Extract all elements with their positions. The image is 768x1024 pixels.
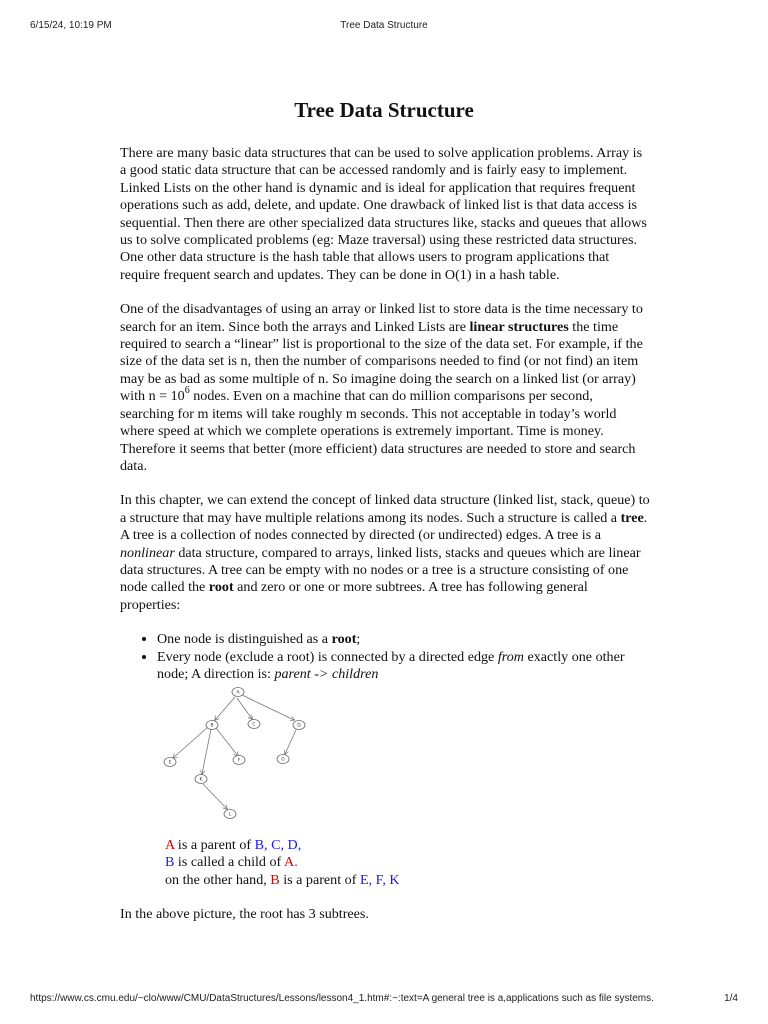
tree-node-label: B bbox=[210, 723, 214, 729]
edge-b-k bbox=[202, 729, 211, 774]
edge-a-b bbox=[215, 697, 235, 720]
paragraph-disadvantages: One of the disadvantages of using an array or linked list to store data is the time necessary to search for an item. Since both the arrays and Linked Lists are linear structures the time required to search a “linear” list is proportional to the size of the data set. For example, if the size of the data set is n, then the number of comparisons needed to find (or not find) an item may be as bad as some multiple of n. So imagine doing the search on a linked list (or array) with $n = 10^6$ nodes. Even on a machine that can do million comparisons per second, searching for m items will take roughly m seconds. This not acceptable in today’s world where speed at which we complete operations is extremely important. Time is money. Therefore it seems that better (more efficient) data structures are needed to store and search data. bbox=[120, 301, 643, 474]
relation-line: B is called a child of A. bbox=[165, 854, 298, 871]
bold-linear-structures: linear structures bbox=[469, 318, 569, 335]
tree-node-label: L bbox=[228, 812, 232, 818]
tree-node-label: C bbox=[252, 722, 256, 728]
paragraph-intro: There are many basic data structures that can be used to solve application problems. Array is a good static data structure that can be accessed randomly and is fairly easy to implement. Linked Lists on the other hand is dynamic and is ideal for application that requires frequent operations such as add, delete, and update. One drawback of linked list is that data access is sequential. Then there are other specialized data structures like, stacks and queues that allows us to solve complicated problems (eg: Maze traversal) using these restricted data structures. One other data structure is the hash table that allows users to program applications that require frequent search and updates. They can be done in O(1) in a hash table. bbox=[120, 145, 647, 283]
italic-nonlinear: nonlinear bbox=[120, 544, 175, 561]
paragraph-subtrees: In the above picture, the root has 3 subtrees. bbox=[120, 906, 369, 922]
tree-node-label: K bbox=[199, 777, 203, 783]
edge-b-e bbox=[173, 727, 208, 758]
tree-diagram bbox=[160, 687, 320, 827]
tree-node-label: D bbox=[297, 723, 301, 729]
exponent: 6 bbox=[184, 384, 190, 396]
list-item: • Every node (exclude a root) is connected by a directed edge from exactly one other node; A direction is: parent -> children bbox=[157, 649, 650, 684]
list-item: • One node is distinguished as a root; bbox=[157, 631, 650, 648]
tree-node-label: E bbox=[168, 760, 172, 766]
tree-node-label: G bbox=[281, 757, 285, 763]
print-tab-title: Tree Data Structure bbox=[340, 20, 428, 31]
print-footer bbox=[0, 993, 768, 1007]
relation-line: A is a parent of B, C, D, bbox=[165, 836, 302, 853]
print-page-number: 1/4 bbox=[724, 993, 738, 1004]
relation-line: on the other hand, B is a parent of E, F, K bbox=[165, 871, 400, 888]
edge-b-f bbox=[216, 728, 238, 756]
edge-k-l bbox=[203, 784, 227, 809]
article-body bbox=[120, 145, 650, 940]
paragraph-tree-definition: In this chapter, we can extend the concept of linked data structure (linked list, stack, queue) to a structure that may have multiple relations among its nodes. Such a structure is called a tree. A tree is a collection of nodes connected by directed (or undirected) edges. A tree is a nonlinear data structure, compared to arrays, linked lists, stacks and queues which are linear data structures. A tree can be empty with no nodes or a tree is a structure consisting of one node called the root and zero or one or more subtrees. A tree has following general properties: bbox=[120, 492, 650, 613]
bold-tree: tree bbox=[620, 509, 644, 526]
print-url: https://www.cs.cmu.edu/~clo/www/CMU/DataStructures/Lessons/lesson4_1.htm#:~:text=A general tree is a,applications such as file systems. bbox=[30, 993, 654, 1004]
page-title: Tree Data Structure bbox=[294, 98, 474, 122]
edge-a-c bbox=[237, 698, 252, 719]
parent-child-relations bbox=[165, 837, 650, 889]
properties-list bbox=[120, 631, 650, 683]
tree-node-label: A bbox=[236, 690, 240, 696]
tree-node-label: F bbox=[237, 758, 241, 764]
bold-root: root bbox=[208, 579, 234, 596]
edge-d-g bbox=[285, 730, 296, 754]
print-header bbox=[0, 20, 768, 34]
print-datetime: 6/15/24, 10:19 PM bbox=[30, 20, 112, 31]
